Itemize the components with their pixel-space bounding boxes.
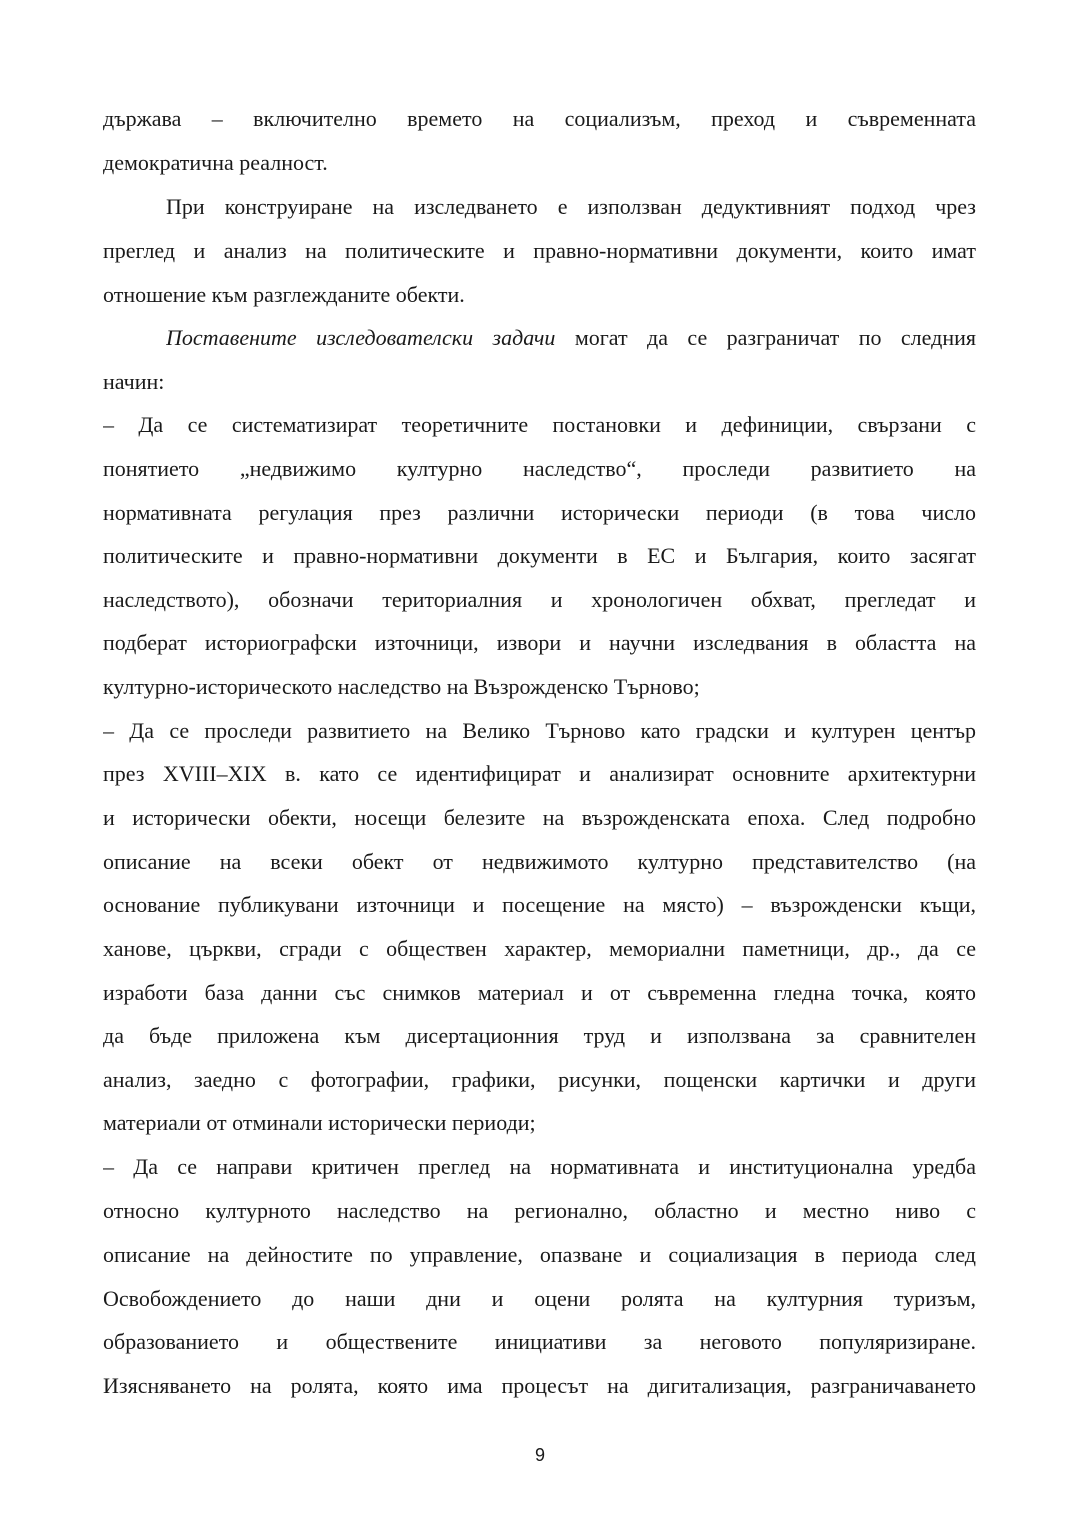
text-line: начин: [103,369,165,394]
text-line: Изясняването на ролята, която има процесът на дигитализация, разграничаването [103,1373,976,1398]
text-line: материали от отминали исторически периоди; [103,1110,536,1135]
text-line: демократична реалност. [103,150,328,175]
text-line: При конструиране на изследването е използван дедуктивният подход чрез [166,194,976,219]
text-line: – Да се систематизират теоретичните постановки и дефиниции, свързани с [103,412,976,437]
text-line: отношение към разглежданите обекти. [103,282,465,307]
text-line: наследството), обозначи териториалния и хронологичен обхват, прегледат и [103,587,976,612]
text-line: анализ, заедно с фотографии, графики, рисунки, пощенски картички и други [103,1067,976,1092]
text-line: културно-историческото наследство на Възрожденско Търново; [103,674,700,699]
text-line: да бъде приложена към дисертационния труд и използвана за сравнителен [103,1023,976,1048]
text-line: през XVIII–XIX в. като се идентифицират и анализират основните архитектурни [103,761,976,786]
text-line: описание на всеки обект от недвижимото културно представителство (на [103,849,976,874]
text-line: преглед и анализ на политическите и правно-нормативни документи, които имат [103,238,976,263]
text-line: относно културното наследство на регионално, областно и местно ниво с [103,1198,976,1223]
text-line [166,323,976,353]
italic-phrase: Поставените изследователски задачи [166,325,556,350]
text-line: подберат историографски източници, извори и научни изследвания в областта на [103,630,976,655]
text-line: нормативната регулация през различни исторически периоди (в това число [103,500,976,525]
text-line: държава – включително времето на социализъм, преход и съвременната [103,106,976,131]
text-line: изработи база данни със снимков материал и от съвременна гледна точка, която [103,980,976,1005]
text-line: и исторически обекти, носещи белезите на възрожденската епоха. След подробно [103,805,976,830]
text-line: политическите и правно-нормативни документи в ЕС и България, които засягат [103,543,976,568]
text-line: – Да се проследи развитието на Велико Търново като градски и културен център [103,718,976,743]
text-line: Освобождението до наши дни и оцени ролята на културния туризъм, [103,1286,976,1311]
page-number: 9 [534,1445,545,1465]
text-line: – Да се направи критичен преглед на нормативната и институционална уредба [103,1154,976,1179]
text-run: могат да се разграничат по следния [555,325,976,350]
text-line: основание публикувани източници и посещение на място) – възрожденски къщи, [103,892,976,917]
text-line: образованието и обществените инициативи за неговото популяризиране. [103,1329,976,1354]
text-line: ханове, църкви, сгради с обществен характер, мемориални паметници, др., да се [103,936,976,961]
text-line: понятието „недвижимо културно наследство“, проследи развитието на [103,456,976,481]
text-line: описание на дейностите по управление, опазване и социализация в периода след [103,1242,976,1267]
